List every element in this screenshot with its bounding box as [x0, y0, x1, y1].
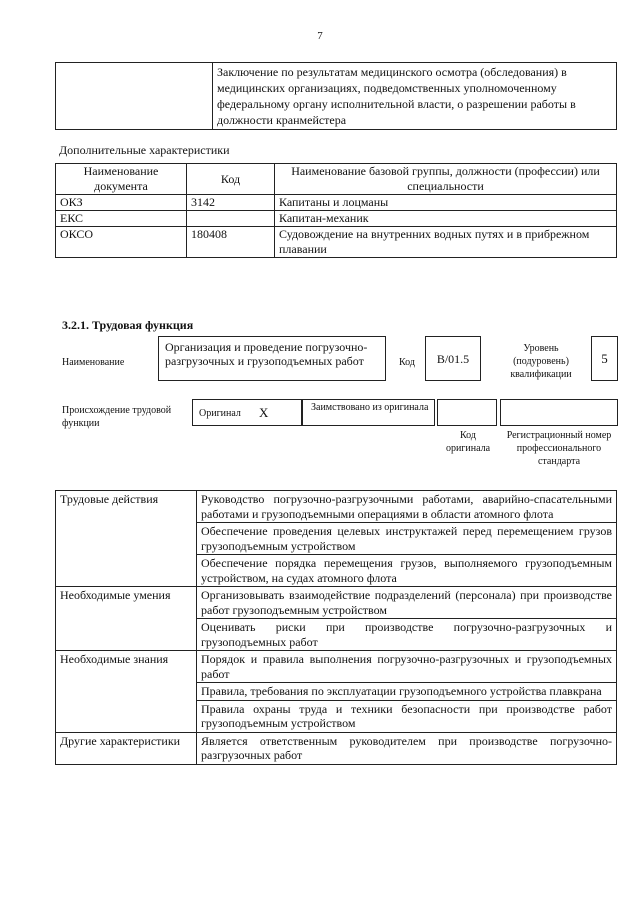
- row-value: Порядок и правила выполнения погрузочно-разгрузочных и грузоподъемных работ: [197, 651, 617, 683]
- table-row: [56, 491, 617, 523]
- conclusion-text: Заключение по результатам медицинского осмотра (обследования) в медицинских организациях, подведомственных уполномоченному федеральному органу исполнительной власти, о разрешении работы в должности кранмейстера: [213, 63, 617, 130]
- row-key: Необходимые знания: [56, 651, 197, 733]
- doc-cell: ЕКС: [56, 211, 187, 227]
- name-cell: Капитан-механик: [275, 211, 617, 227]
- code-cell: 180408: [187, 227, 275, 258]
- header-document: Наименование документа: [56, 164, 187, 195]
- code-original-box: [437, 399, 497, 426]
- page-number: 7: [317, 30, 323, 42]
- name-label: Наименование: [62, 357, 125, 368]
- original-mark: X: [259, 405, 269, 420]
- additional-characteristics-title: Дополнительные характеристики: [59, 143, 230, 157]
- row-key: Трудовые действия: [56, 491, 197, 587]
- code-cell: 3142: [187, 195, 275, 211]
- table-row: [56, 651, 617, 683]
- header-code: Код: [187, 164, 275, 195]
- row-value: Обеспечение порядка перемещения грузов, выполняемого грузоподъемным устройством, на судах атомного флота: [197, 555, 617, 587]
- conclusion-table: [55, 62, 617, 130]
- row-value: Обеспечение проведения целевых инструктажей перед перемещением грузов грузоподъемным устройством: [197, 523, 617, 555]
- doc-cell: ОКСО: [56, 227, 187, 258]
- borrowed-box: [302, 399, 435, 426]
- function-code-box: B/01.5: [425, 336, 481, 381]
- level-label: Уровень (подуровень) квалификации: [510, 343, 572, 380]
- header-group-name: Наименование базовой группы, должности (профессии) или специальности: [275, 164, 617, 195]
- name-cell: Судовождение на внутренних водных путях и в прибрежном плавании: [275, 227, 617, 258]
- row-value: Правила охраны труда и техники безопасности при производстве работ грузоподъемным устройством: [197, 700, 617, 732]
- table-row: [56, 587, 617, 619]
- reg-number-box: [500, 399, 618, 426]
- code-label: Код: [399, 357, 415, 368]
- code-cell: [187, 211, 275, 227]
- function-name-box: Организация и проведение погрузочно-разгрузочных и грузоподъемных работ: [158, 336, 386, 381]
- level-box: 5: [591, 336, 618, 381]
- doc-cell: ОКЗ: [56, 195, 187, 211]
- reg-number-label: Регистрационный номер профессионального стандарта: [506, 430, 612, 467]
- row-value: Оценивать риски при производстве погрузочно-разгрузочных и грузоподъемных работ: [197, 619, 617, 651]
- table-row: [56, 732, 617, 764]
- additional-characteristics-table: [55, 163, 617, 258]
- original-box: [192, 399, 302, 426]
- table-row: [56, 227, 617, 258]
- original-label: Оригинал: [199, 408, 241, 419]
- function-details-table: [55, 490, 617, 765]
- row-key: Необходимые умения: [56, 587, 197, 651]
- code-original-label: Код оригинала: [445, 430, 491, 454]
- origin-label: Происхождение трудовой функции: [62, 405, 172, 429]
- table-row: [56, 195, 617, 211]
- row-key: Другие характеристики: [56, 732, 197, 764]
- row-value: Руководство погрузочно-разгрузочными работами, аварийно-спасательными работами и грузоподъемными операциями в области атомного флота: [197, 491, 617, 523]
- table-header-row: [56, 164, 617, 195]
- name-cell: Капитаны и лоцманы: [275, 195, 617, 211]
- section-title: 3.2.1. Трудовая функция: [62, 318, 194, 332]
- empty-cell: [56, 63, 213, 130]
- table-row: [56, 211, 617, 227]
- row-value: Является ответственным руководителем при производстве погрузочно-разгрузочных работ: [197, 732, 617, 764]
- borrowed-label: Заимствовано из оригинала: [311, 402, 429, 413]
- row-value: Правила, требования по эксплуатации грузоподъемного устройства плавкрана: [197, 683, 617, 701]
- table-row: [56, 63, 617, 130]
- row-value: Организовывать взаимодействие подразделений (персонала) при производстве работ грузоподъемным устройством: [197, 587, 617, 619]
